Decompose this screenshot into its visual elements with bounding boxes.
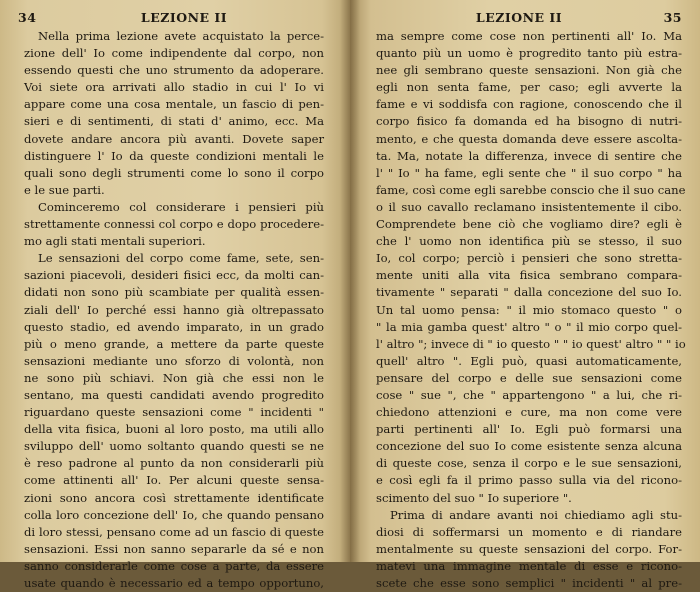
text-line: Voi siete ora arrivati allo stadio in cui l' Io vi — [24, 80, 324, 95]
text-line: essendo questi che uno strumento da adoperare. — [24, 63, 324, 78]
text-line: Le sensazioni del corpo come fame, sete, sen- — [38, 251, 324, 266]
text-line: scimento del suo " Io superiore ". — [376, 490, 572, 505]
text-line: ta. Ma, notate la differenza, invece di sentire che — [376, 148, 682, 163]
text-line: pensare del corpo e delle sue sensazioni come — [376, 370, 682, 385]
text-line: come attinenti all' Io. Per alcuni queste sensa- — [24, 473, 324, 488]
text-line: di loro stessi, pensano come ad un fascio di queste — [24, 524, 324, 539]
text-line: egli non senta fame, per caso; egli avverte la — [376, 80, 682, 95]
text-line: ne sono più schiavi. Non già che essi non le — [24, 370, 324, 385]
right-page-header — [376, 10, 682, 28]
text-line: colla loro concezione dell' Io, che quando pensano — [24, 507, 324, 522]
text-line: Comprendete bene ciò che vogliamo dire? egli è — [376, 217, 682, 232]
text-line: didati non sono più scambiate per qualità essen- — [24, 285, 324, 300]
text-line: Prima di andare avanti noi chiediamo agli stu- — [390, 507, 682, 522]
text-line: sensazioni. Essi non sanno separarle da sé e non — [24, 541, 324, 556]
text-line: sensazioni mediante uno sforzo di volontà, non — [24, 353, 324, 368]
text-line: Io, col corpo; perciò i pensieri che sono stretta- — [376, 251, 682, 266]
text-line: ziali dell' Io perché essi hanno già oltrepassato — [24, 302, 324, 317]
text-line: l' altro "; invece di " io questo " " io quest' altro " " io — [376, 336, 686, 351]
text-line: più o meno grande, a mettere da parte queste — [24, 336, 324, 351]
right-page — [350, 0, 700, 590]
text-line: zioni sono ancora così strettamente identificate — [24, 490, 324, 505]
text-line: diosi di soffermarsi un momento e di riandare — [376, 524, 682, 539]
text-line: strettamente connessi col corpo e dopo procedere- — [24, 217, 324, 232]
text-line: chiedono attenzioni e cure, ma non come vere — [376, 405, 682, 420]
text-line: di queste cose, senza il corpo e le sue sensazioni, — [376, 456, 682, 471]
left-page — [0, 0, 350, 590]
text-line: che l' uomo non identifica più se stesso, il suo — [376, 234, 682, 249]
text-line: e così egli fa il primo passo sulla via del ricono- — [376, 473, 682, 488]
text-line: parti pertinenti all' Io. Egli può formarsi una — [376, 422, 682, 437]
text-line: mento, e che questa domanda deve essere ascolta- — [376, 131, 682, 146]
text-line: Un tal uomo pensa: " il mio stomaco questo " o — [376, 302, 682, 317]
text-line: sviluppo dell' uomo soltanto quando questi se ne — [24, 439, 324, 454]
text-line: quali sono degli strumenti come lo sono il corpo — [24, 165, 324, 180]
text-line: dovete andare ancora più avanti. Dovete saper — [24, 131, 324, 146]
right-page-number: 35 — [663, 10, 682, 25]
text-line: corpo fisico fa domanda ed ha bisogno di nutri- — [376, 114, 682, 129]
text-line: mente uniti alla vita fisica sembrano compara- — [376, 268, 682, 283]
left-page-number: 34 — [18, 10, 37, 25]
text-line: distinguere l' Io da queste condizioni mentali le — [24, 148, 324, 163]
text-line: e le sue parti. — [24, 182, 105, 197]
left-page-text — [24, 28, 324, 592]
text-line: matevi una immagine mentale di esse e ricono- — [376, 558, 682, 573]
text-line: riguardano queste sensazioni come " incidenti " — [24, 405, 324, 420]
text-line: usate quando è necessario ed a tempo opportuno, — [24, 576, 324, 590]
text-line: fame, così come egli sarebbe conscio che il suo cane — [376, 182, 686, 197]
text-line: concezione del suo Io come esistente senza alcuna — [376, 439, 682, 454]
text-line: " la mia gamba quest' altro " o " il mio corpo quel- — [376, 319, 682, 334]
text-line: sentano, ma questi candidati avendo progredito — [24, 387, 324, 402]
right-page-text — [376, 28, 686, 592]
right-page-title: LEZIONE II — [475, 10, 563, 25]
text-line: sieri e di sentimenti, di stati d' animo, ecc. Ma — [24, 114, 324, 129]
text-line: cose " sue ", che " appartengono " a lui, che ri- — [376, 387, 682, 402]
text-line: quell' altro ". Egli può, quasi automaticamente, — [376, 353, 682, 368]
text-line: zione dell' Io come indipendente dal corpo, non — [24, 46, 324, 61]
text-line: l' " Io " ha fame, egli sente che " il suo corpo " ha — [376, 165, 682, 180]
text-line: è reso padrone al punto da non considerarli più — [24, 456, 324, 471]
text-line: appare come una cosa mentale, un fascio di pen- — [24, 97, 324, 112]
text-line: nee gli sembrano queste sensazioni. Non già che — [376, 63, 682, 78]
text-line: o il suo cavallo reclamano insistentemente il cibo. — [376, 199, 682, 214]
text-line: questo stadio, ed avendo imparato, in un grado — [24, 319, 324, 334]
text-line: mentalmente su queste sensazioni del corpo. For- — [376, 541, 682, 556]
text-line: Nella prima lezione avete acquistato la perce- — [38, 29, 324, 43]
left-page-title: LEZIONE II — [140, 10, 228, 25]
text-line: Cominceremo col considerare i pensieri più — [38, 199, 324, 214]
text-line: tivamente " separati " dalla concezione del suo Io. — [376, 285, 682, 300]
text-line: quanto più un uomo è progredito tanto più estra- — [376, 46, 682, 61]
text-line: ma sempre come cose non pertinenti all' Io. Ma — [376, 29, 682, 43]
text-line: mo agli stati mentali superiori. — [24, 234, 206, 249]
left-page-header — [18, 10, 324, 28]
text-line: sazioni piacevoli, desideri fisici ecc, da molti can- — [24, 268, 324, 283]
text-line: della vita fisica, buoni al loro posto, ma utili allo — [24, 422, 324, 437]
text-line: sanno considerarle come cose a parte, da essere — [24, 558, 324, 573]
text-line: fame e vi soddisfa con ragione, conoscendo che il — [376, 97, 682, 112]
text-line: scete che esse sono semplici " incidenti " al pre- — [376, 576, 682, 590]
